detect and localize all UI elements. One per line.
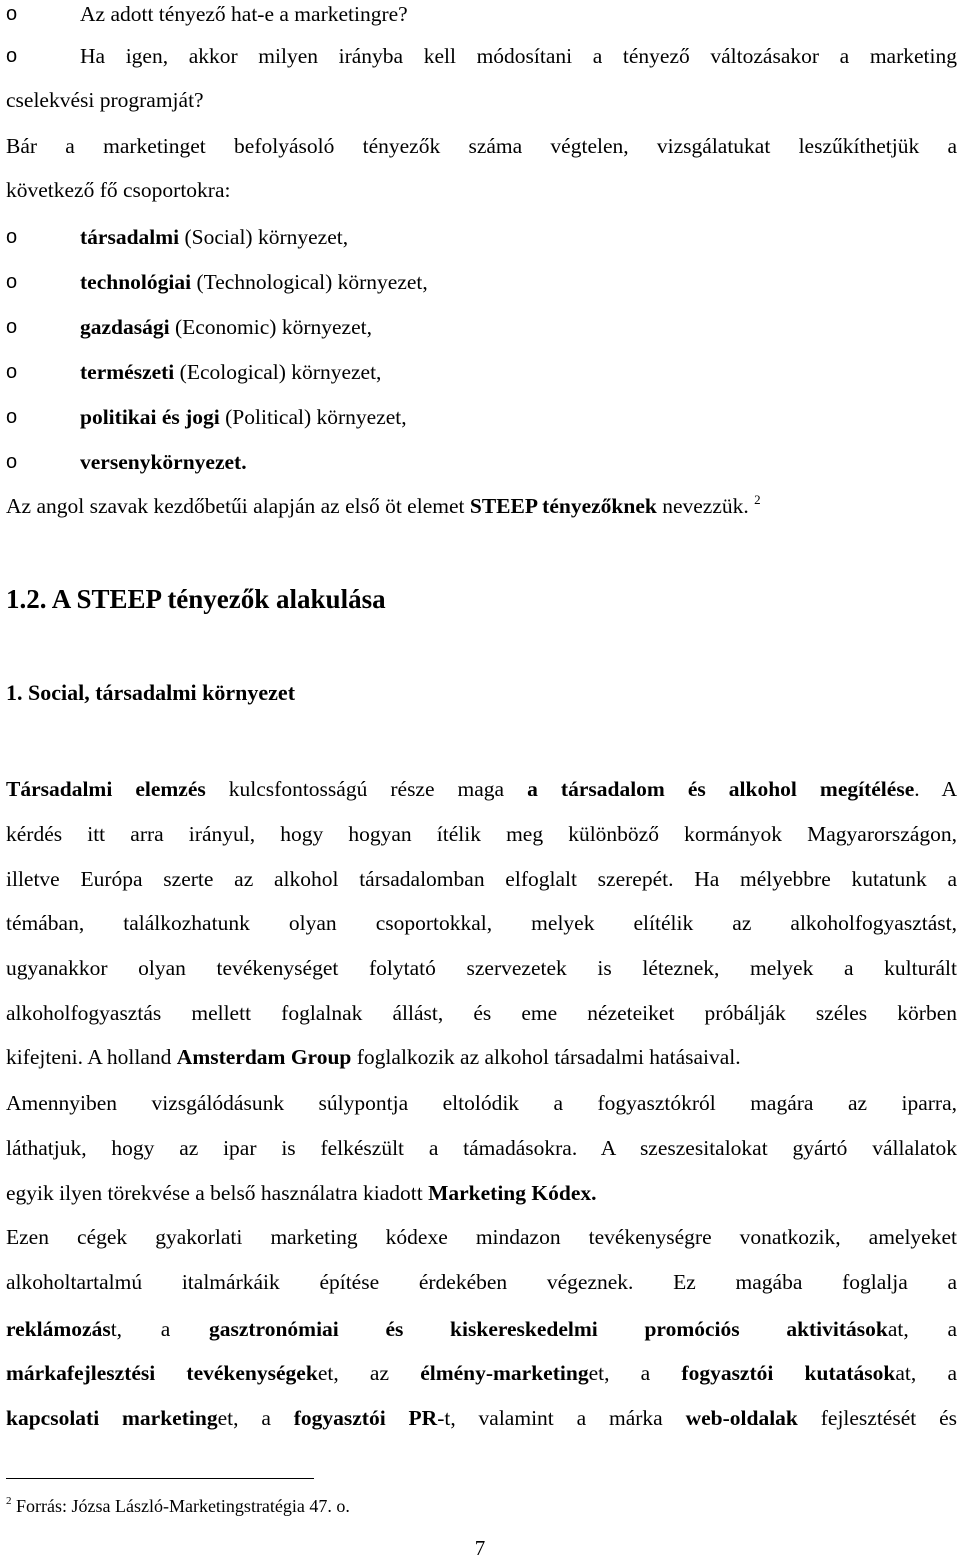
paragraph-line: alkoholfogyasztás mellett foglalnak állást, és eme nézeteiket próbálják széles körben	[6, 1001, 957, 1025]
paragraph-line: alkoholtartalmú italmárkáik építése érdekében végeznek. Ez magába foglalja a	[6, 1270, 957, 1294]
bullet-marker: o	[6, 45, 18, 67]
footnote-reference[interactable]: 2	[754, 492, 761, 507]
paragraph-line: ugyanakkor olyan tevékenységet folytató szervezetek is léteznek, melyek a kulturált	[6, 956, 957, 980]
list-item: gazdasági (Economic) környezet,	[80, 315, 372, 339]
list-item: politikai és jogi (Political) környezet,	[80, 405, 407, 429]
list-item: technológiai (Technological) környezet,	[80, 270, 428, 294]
list-item: Az adott tényező hat-e a marketingre?	[80, 2, 408, 26]
paragraph-line: illetve Európa szerte az alkohol társadalomban elfoglalt szerepét. Ha mélyebbre kutatunk a	[6, 867, 957, 891]
subsection-heading: 1. Social, társadalmi környezet	[6, 680, 296, 705]
paragraph-line: kérdés itt arra irányul, hogy hogyan ítélik meg különböző kormányok Magyarországon,	[6, 822, 957, 846]
paragraph-line: Amennyiben vizsgálódásunk súlypontja eltolódik a fogyasztókról magára az iparra,	[6, 1091, 957, 1115]
page-number: 7	[474, 1536, 486, 1560]
bullet-marker: o	[6, 271, 18, 293]
bullet-marker: o	[6, 361, 18, 383]
footnote-divider	[6, 1478, 314, 1479]
paragraph-line: Bár a marketinget befolyásoló tényezők száma végtelen, vizsgálatukat leszűkíthetjük a	[6, 134, 957, 158]
paragraph-line: kapcsolati marketinget, a fogyasztói PR-t, valamint a márka web-oldalak fejlesztését és	[6, 1406, 957, 1430]
paragraph-line: egyik ilyen törekvése a belső használatra kiadott Marketing Kódex.	[6, 1181, 597, 1205]
paragraph-line: következő fő csoportokra:	[6, 178, 231, 202]
list-item: természeti (Ecological) környezet,	[80, 360, 382, 384]
bullet-marker: o	[6, 451, 18, 473]
list-item: társadalmi (Social) környezet,	[80, 225, 349, 249]
section-heading: 1.2. A STEEP tényezők alakulása	[6, 584, 386, 614]
bullet-marker: o	[6, 316, 18, 338]
paragraph-line: láthatjuk, hogy az ipar is felkészült a támadásokra. A szeszesitalokat gyártó vállalatok	[6, 1136, 957, 1160]
footnote	[6, 1494, 350, 1518]
list-item: versenykörnyezet.	[80, 450, 247, 474]
bullet-marker: o	[6, 406, 18, 428]
paragraph-line: Társadalmi elemzés kulcsfontosságú része maga a társadalom és alkohol megítélése. A	[6, 777, 957, 801]
paragraph-line: témában, találkozhatunk olyan csoportokkal, melyek elítélik az alkoholfogyasztást,	[6, 911, 957, 935]
footnote-text: Forrás: Józsa László-Marketingstratégia 47. o.	[11, 1496, 350, 1516]
paragraph-line: reklámozást, a gasztronómiai és kiskereskedelmi promóciós aktivitásokat, a	[6, 1317, 957, 1341]
list-item: Ha igen, akkor milyen irányba kell módosítani a tényező változásakor a marketing	[80, 44, 957, 68]
paragraph-line: márkafejlesztési tevékenységeket, az élmény-marketinget, a fogyasztói kutatásokat, a	[6, 1361, 958, 1385]
bullet-marker: o	[6, 226, 18, 248]
paragraph-line: kifejteni. A holland Amsterdam Group foglalkozik az alkohol társadalmi hatásaival.	[6, 1045, 741, 1069]
list-item-continuation: cselekvési programját?	[6, 88, 204, 112]
footnote-number: 2	[6, 1495, 12, 1507]
paragraph-line: Ezen cégek gyakorlati marketing kódexe mindazon tevékenységre vonatkozik, amelyeket	[6, 1225, 957, 1249]
steep-sentence: Az angol szavak kezdőbetűi alapján az első öt elemet STEEP tényezőknek nevezzük. $^2$	[6, 492, 761, 518]
bullet-marker: o	[6, 3, 18, 25]
